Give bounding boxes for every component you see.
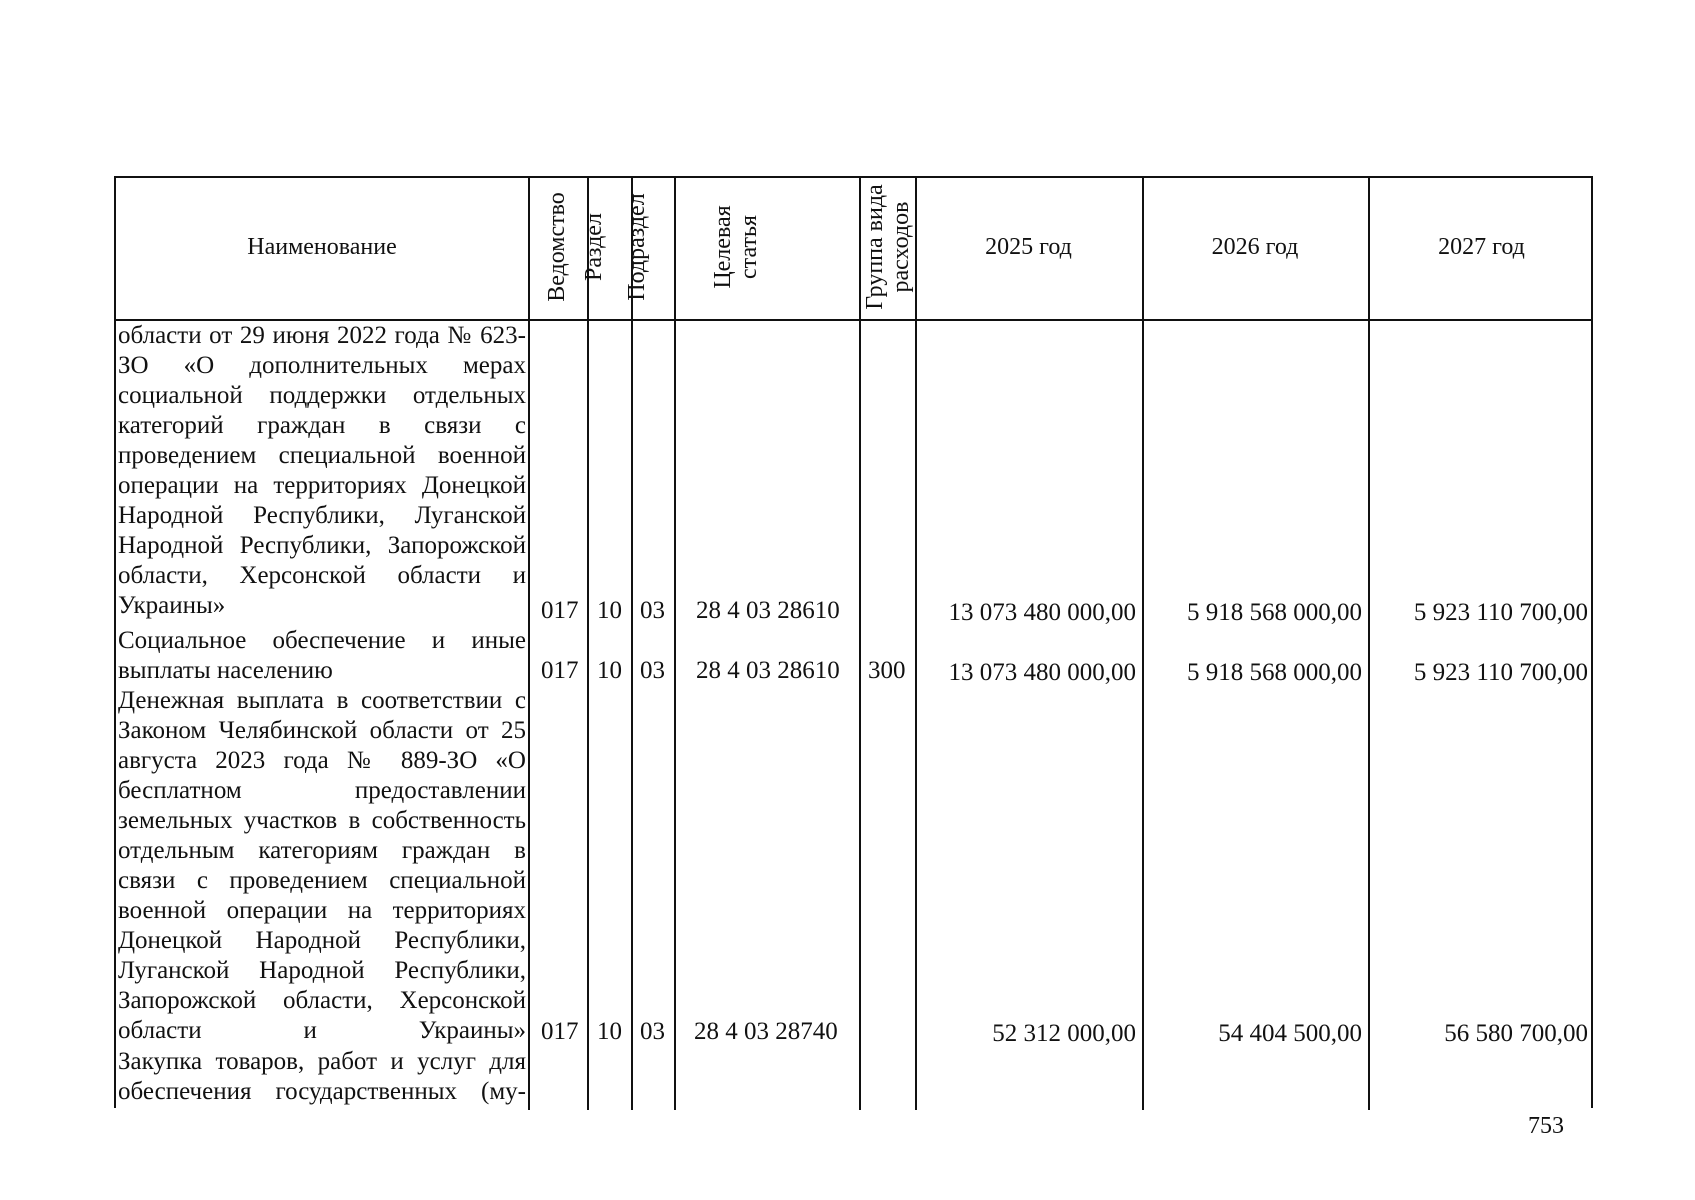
cell-vedomstvo: 017 (541, 597, 579, 624)
row-name: области от 29 июня 2022 года № 623-ЗО «О дополнительных мерах социальной поддержки отдельных категорий граждан в связи с проведением специальной военной операции на территориях Донецкой Народной Республики, Луганской Народной Республики, Запорожской области, Херсонской области и Украины» (118, 322, 526, 619)
header-celevaya: Целевая статья (710, 205, 762, 289)
col-divider (631, 178, 633, 1110)
col-divider (915, 178, 917, 1110)
cell-2026: 5 918 568 000,00 (1187, 599, 1362, 626)
cell-2025: 52 312 000,00 (992, 1020, 1136, 1047)
cell-2027: 56 580 700,00 (1444, 1020, 1588, 1047)
cell-2027: 5 923 110 700,00 (1413, 599, 1588, 626)
cell-razdel: 10 (597, 597, 622, 624)
cell-podrazdel: 03 (640, 1018, 665, 1045)
header-2027: 2027 год (1438, 234, 1525, 260)
cell-razdel: 10 (597, 657, 622, 684)
header-name: Наименование (247, 234, 397, 260)
cell-celevaya: 28 4 03 28610 (696, 657, 840, 684)
page-number: 753 (1528, 1113, 1564, 1139)
col-divider (528, 178, 530, 1110)
row-name: Социальное обеспечение и иные выплаты населению (118, 627, 526, 684)
header-razdel: Раздел (581, 213, 607, 281)
cell-celevaya: 28 4 03 28740 (694, 1018, 838, 1045)
cell-2026: 5 918 568 000,00 (1187, 659, 1362, 686)
header-gruppa: Группа вида расходов (862, 184, 914, 310)
cell-celevaya: 28 4 03 28610 (696, 597, 840, 624)
header-podrazdel: Подраздел (624, 193, 650, 301)
header-vedomstvo: Ведомство (544, 192, 570, 302)
col-divider (859, 178, 861, 1110)
cell-podrazdel: 03 (640, 597, 665, 624)
col-divider (674, 178, 676, 1110)
row-name: Денежная выплата в соответствии с Законом Челябинской области от 25 августа 2023 года № 889-ЗО «О бесплатном предоставлении земельных участков в собственность отдельным категориям граждан в связи с проведением специальной военной операции на территориях Донецкой Народной Республики, Луганской Народной Республики, Запорожской области, Херсонской области и Украины» (118, 687, 526, 1044)
cell-podrazdel: 03 (640, 657, 665, 684)
cell-2025: 13 073 480 000,00 (948, 599, 1136, 626)
header-2026: 2026 год (1211, 234, 1299, 260)
cell-vedomstvo: 017 (541, 657, 579, 684)
cell-2025: 13 073 480 000,00 (948, 659, 1136, 686)
cell-razdel: 10 (597, 1018, 622, 1045)
cell-vedomstvo: 017 (541, 1018, 579, 1045)
col-divider (587, 178, 589, 1110)
header-2025: 2025 год (985, 234, 1072, 260)
budget-table (114, 176, 1593, 1108)
col-divider (1142, 178, 1144, 1110)
cell-gruppa: 300 (868, 657, 906, 684)
cell-2027: 5 923 110 700,00 (1413, 659, 1588, 686)
row-name: Закупка товаров, работ и услуг для обеспечения государственных (му- (118, 1048, 526, 1105)
col-divider (1368, 178, 1370, 1110)
cell-2026: 54 404 500,00 (1218, 1020, 1362, 1047)
